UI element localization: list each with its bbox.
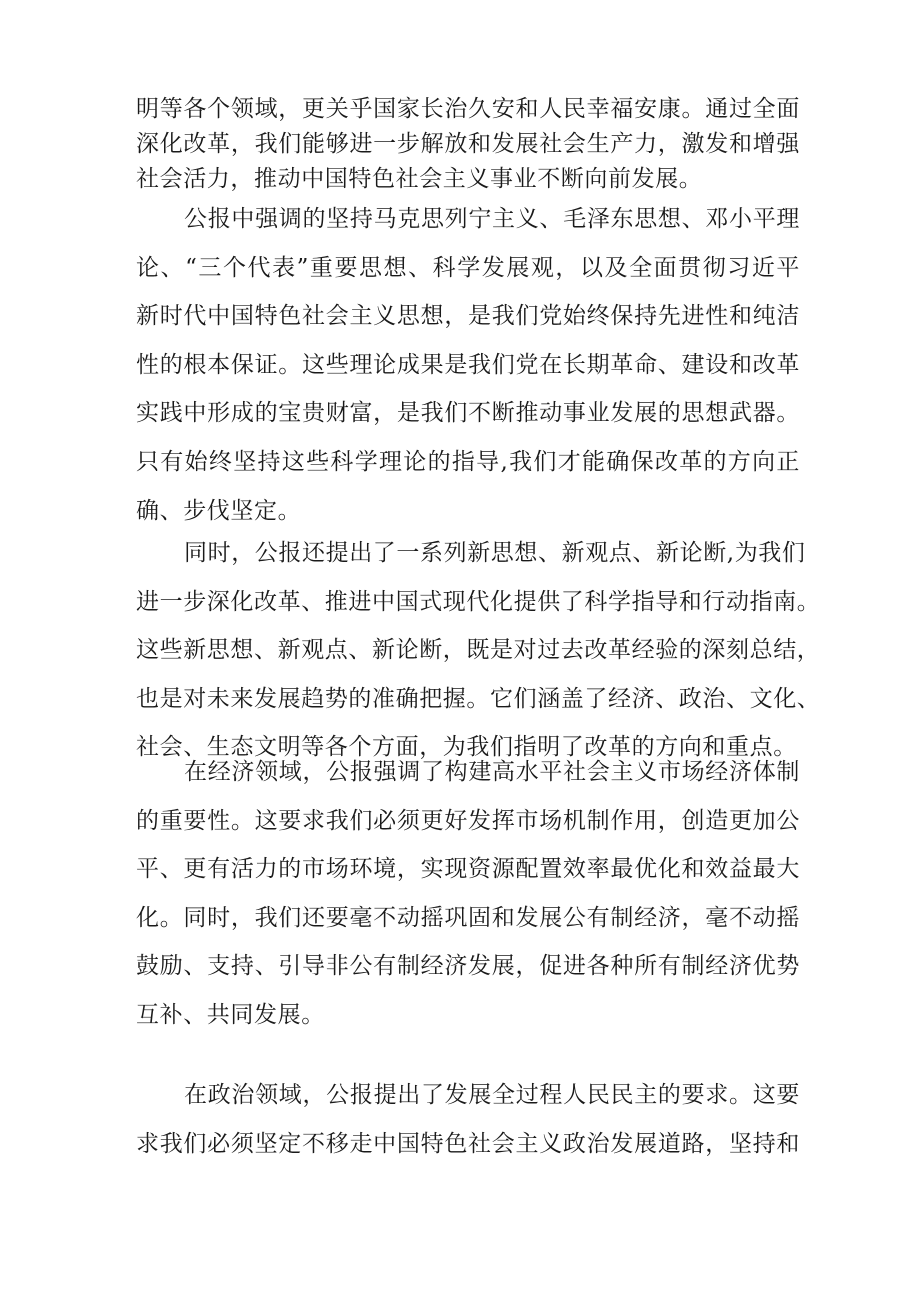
text-line: 同时，公报还提出了一系列新思想、新观点、新论断,为我们 — [184, 540, 806, 566]
text-line: 社会活力，推动中国特色社会主义事业不断向前发展。 — [136, 166, 703, 192]
paragraph-2 — [136, 195, 800, 535]
text-line: 求我们必须坚定不移走中国特色社会主义政治发展道路，坚持和 — [136, 1130, 800, 1157]
paragraph-5 — [136, 1071, 800, 1168]
text-line: 鼓励、支持、引导非公有制经济发展，促进各种所有制经济优势 — [136, 953, 800, 980]
text-line: 社会、生态文明等各个方面，为我们指明了改革的方向和重点。 — [136, 734, 797, 761]
text-line: 互补、共同发展。 — [136, 1001, 325, 1028]
text-line: 实践中形成的宝贵财富，是我们不断推动事业发展的思想武器。 — [136, 400, 800, 427]
paragraph-1 — [136, 92, 800, 197]
text-line: 公报中强调的坚持马克思列宁主义、毛泽东思想、邓小平理 — [184, 206, 800, 232]
text-line: 性的根本保证。这些理论成果是我们党在长期革命、建设和改革 — [136, 351, 800, 378]
text-line: 的重要性。这要求我们必须更好发挥市场机制作用，创造更加公 — [136, 807, 800, 834]
text-line: 只有始终坚持这些科学理论的指导,我们才能确保改革的方向正 — [136, 448, 800, 475]
text-line: 进一步深化改革、推进中国式现代化提供了科学指导和行动指南。 — [136, 588, 821, 615]
text-line: 在经济领域，公报强调了构建高水平社会主义市场经济体制 — [184, 759, 800, 785]
text-line: 也是对未来发展趋势的准确把握。它们涵盖了经济、政治、文化、 — [136, 685, 821, 712]
text-line: 深化改革，我们能够进一步解放和发展社会生产力，激发和增强 — [136, 131, 800, 157]
paragraph-4 — [136, 748, 800, 1040]
text-line: 化。同时，我们还要毫不动摇巩固和发展公有制经济，毫不动摇 — [136, 904, 800, 931]
text-line: 在政治领域，公报提出了发展全过程人民民主的要求。这要 — [184, 1082, 800, 1108]
text-line: 确、步伐坚定。 — [136, 497, 302, 524]
text-line: 这些新思想、新观点、新论断，既是对过去改革经验的深刻总结， — [136, 637, 821, 664]
text-line: 新时代中国特色社会主义思想，是我们党始终保持先进性和纯洁 — [136, 303, 800, 330]
paragraph-3 — [136, 529, 821, 772]
text-line: 明等各个领域，更关乎国家长治久安和人民幸福安康。通过全面 — [136, 96, 800, 122]
text-line: 论、“三个代表”重要思想、科学发展观，以及全面贯彻习近平 — [136, 254, 800, 281]
text-line: 平、更有活力的市场环境，实现资源配置效率最优化和效益最大 — [136, 856, 800, 883]
